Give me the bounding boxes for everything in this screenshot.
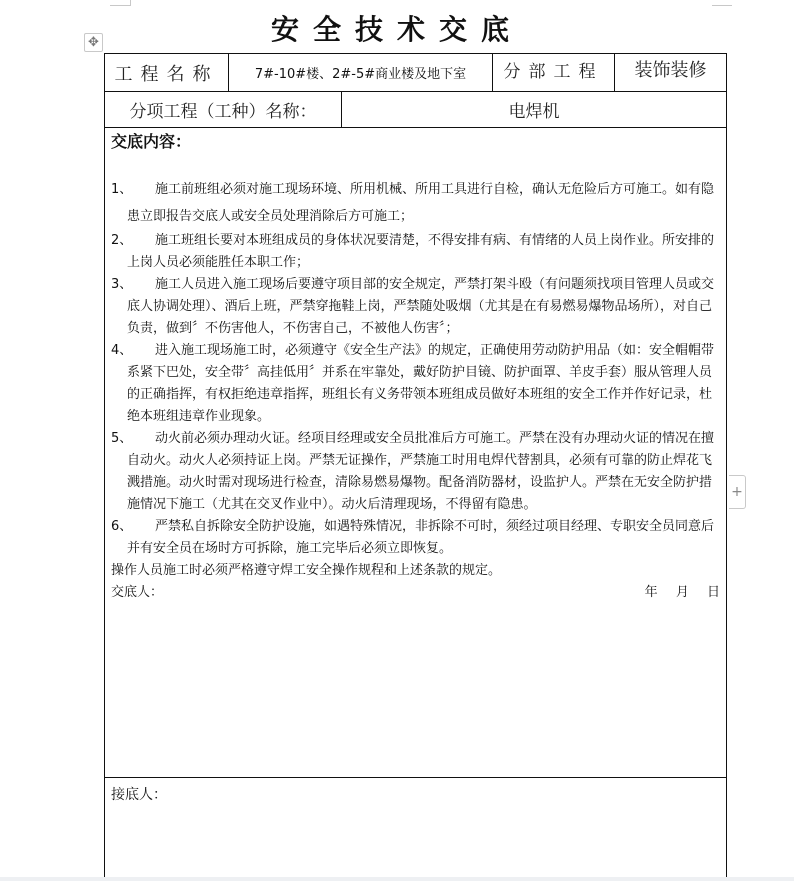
item-number: 2、 bbox=[111, 233, 133, 248]
date-year: 年 bbox=[644, 585, 658, 600]
item-number: 3、 bbox=[111, 277, 133, 292]
discloser-sign-line bbox=[111, 582, 720, 604]
content-item bbox=[111, 230, 720, 274]
content-item bbox=[111, 176, 720, 230]
page-corner-mark-right bbox=[712, 0, 732, 6]
table-row-project bbox=[105, 54, 726, 92]
receiver-label: 接底人： bbox=[111, 787, 167, 803]
content-item bbox=[111, 516, 720, 560]
subitem-value[interactable]: 电焊机 bbox=[508, 102, 560, 122]
item-number: 1、 bbox=[111, 182, 133, 197]
discloser-label: 交底人： bbox=[111, 585, 164, 600]
subitem-label: 分项工程（工种）名称： bbox=[105, 92, 342, 127]
content-heading: 交底内容： bbox=[111, 132, 192, 151]
page-bottom-edge bbox=[0, 877, 794, 881]
date-month: 月 bbox=[675, 585, 689, 600]
content-item bbox=[111, 428, 720, 516]
item-text: 施工前班组必须对施工现场环境、所用机械、所用工具进行自检，确认无危险后方可施工。如有隐患立即报告交底人或安全员处理消除后方可施工； bbox=[127, 182, 715, 224]
table-row-subitem bbox=[105, 92, 726, 128]
disclosure-table bbox=[104, 53, 727, 881]
closing-statement: 操作人员施工时必须严格遵守焊工安全操作规程和上述条款的规定。 bbox=[111, 563, 502, 578]
item-text: 进入施工现场施工时，必须遵守《安全生产法》的规定，正确使用劳动防护用品（如：安全帽帽带系紧下巴处，安全带〞高挂低用〞并系在牢靠处，戴好防护目镜、防护面罩、羊皮手套）服从管理人员的正确指挥，有权拒绝违章指挥，班组长有义务带领本班组成员做好本班组的安全工作并作好记录，杜绝本班组违章作业现象。 bbox=[127, 343, 715, 424]
content-item bbox=[111, 340, 720, 428]
receiver-cell[interactable] bbox=[105, 778, 726, 810]
division-label: 分部工程 bbox=[493, 54, 615, 91]
date-day: 日 bbox=[706, 585, 720, 600]
content-item bbox=[111, 274, 720, 340]
document-title: 安全技术交底 bbox=[270, 13, 523, 46]
project-name-label: 工程名称 bbox=[105, 54, 229, 91]
division-value[interactable]: 装饰装修 bbox=[634, 60, 707, 81]
item-text: 动火前必须办理动火证。经项目经理或安全员批准后方可施工。严禁在没有办理动火证的情况在擅自动火。动火人必须持证上岗。严禁无证操作，严禁施工时用电焊代替割具，必须有可靠的防止焊花飞溅措施。动火时需对现场进行检查，清除易燃易爆物。配备消防器材，设监护人。严禁在无安全防护措施情况下施工（尤其在交叉作业中）。动火后清理现场，不得留有隐患。 bbox=[127, 431, 715, 512]
item-text: 严禁私自拆除安全防护设施，如遇特殊情况，非拆除不可时，须经过项目经理、专职安全员同意后并有安全员在场时方可拆除，施工完毕后必须立即恢复。 bbox=[127, 519, 715, 556]
page-corner-mark-left bbox=[110, 0, 131, 6]
item-text: 施工班组长要对本班组成员的身体状况要清楚，不得安排有病、有情绪的人员上岗作业。所安排的上岗人员必须能胜任本职工作； bbox=[127, 233, 715, 270]
add-column-button[interactable]: + bbox=[729, 475, 746, 509]
item-number: 4、 bbox=[111, 343, 133, 358]
item-text: 施工人员进入施工现场后要遵守项目部的安全规定，严禁打架斗殴（有问题须找项目管理人员或交底人协调处理）、酒后上班，严禁穿拖鞋上岗，严禁随处吸烟（尤其是在有易燃易爆物品场所），对自己负责，做到〞不伤害他人，不伤害自己，不被他人伤害〞； bbox=[127, 277, 715, 336]
item-number: 5、 bbox=[111, 431, 133, 446]
table-move-handle-icon[interactable]: ✥ bbox=[84, 33, 103, 52]
disclosure-content-cell[interactable] bbox=[105, 128, 726, 778]
item-number: 6、 bbox=[111, 519, 133, 534]
project-name-value[interactable]: 7#-10#楼、2#-5#商业楼及地下室 bbox=[229, 54, 493, 91]
sign-date bbox=[631, 582, 720, 604]
